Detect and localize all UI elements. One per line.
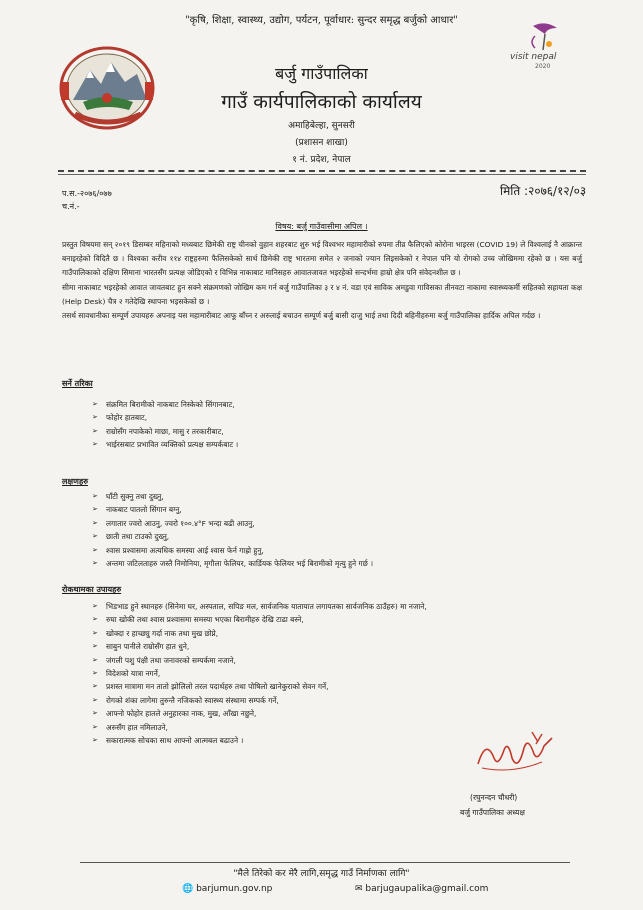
footer-website xyxy=(182,884,272,894)
list-item: ➢ खोक्दा र हाच्छ्यु गर्दा नाक तथा मुख छोप्ने, xyxy=(92,627,562,640)
letter-subject-text: विषय: बर्जु गाउँवासीमा अपिल । xyxy=(275,222,368,231)
municipality-name: बर्जु गाउँपालिका xyxy=(275,64,368,83)
signature-icon xyxy=(472,728,562,776)
body-paragraph-1: प्रस्तुत विषयमा सन् २०१९ डिसम्बर महिनाको मध्यबाट छिमेकी राष्ट्र चीनको वुहान शहरबाट शुरु भई विश्वभर महामारीको रुपमा तीव्र फैलिएको कोरोना भाइरस (COVID 19) ले विश्वलाई नै आक्रान्त बनाइरहेको विदितै छ । विश्वका करीव ११४ राष्ट्रहरुमा फैलिसकेको सार्थ छिमेकी राष्ट्र भारतमा समेत २ जनाको ज्यान लिइसकेको र नेपाल पनि यो रोगको उच्च जोखिममा रहेको छ । यस बर्जु गाउँपालिकाको दक्षिण सिमाना भारतसँग प्रत्यक्ष जोडिएको र विभिन्न नाकाबाट मानिसहरु आवातजावत भइरहेको सन्दर्भमा हाम्रो क्षेत्र पनि संवेदनशील छ । xyxy=(62,240,582,278)
list-item: ➢ घाँटी सुक्नु तथा दुख्नु, xyxy=(92,490,562,503)
list-item: ➢ भिडभाड हुने स्थानहरु (सिनेमा घर, अस्पताल, सपिङ मल, सार्वजनिक यातायात लगायतका सार्वजनिक ठाउँहरु) मा नजाने, xyxy=(92,600,562,613)
email-text[interactable]: barjugaupalika@gmail.com xyxy=(365,884,489,894)
list-item: ➢ प्रशस्त मात्रामा मन तातो झोलिलो तरल पदार्थहरु तथा पोषिलो खानेकुराको सेवन गर्ने, xyxy=(92,680,562,693)
section-prevention-list xyxy=(92,600,562,747)
footer-motto: "मैले तिरेको कर मेरै लागि,समृद्ध गाउँ निर्माणका लागि" xyxy=(233,869,410,879)
office-branch: (प्रशासन शाखा) xyxy=(295,138,348,148)
list-item: ➢ राम्रोसँग नपाकेको माछा, मासु र तरकारीबाट, xyxy=(92,425,562,438)
list-item: ➢ जंगली पशु पंक्षी तथा जनावरको सम्पर्कमा नजाने, xyxy=(92,654,562,667)
list-item: ➢ रोगको शंका लागेमा तुरुन्तै नजिकको स्वास्थ्य संस्थामा सम्पर्क गर्ने, xyxy=(92,694,562,707)
list-item: ➢ संक्रमित बिरामीको नाकबाट निस्केको सिंगानबाट, xyxy=(92,398,562,411)
globe-icon: 🌐 xyxy=(182,884,194,894)
visit-nepal-year: 2020 xyxy=(535,63,551,70)
office-province: १ नं. प्रदेश, नेपाल xyxy=(292,155,351,165)
header-divider-dashed xyxy=(58,170,586,172)
list-item: ➢ छाती तथा टाउको दुख्नु, xyxy=(92,530,562,543)
envelope-icon: ✉ xyxy=(355,884,363,894)
footer-email xyxy=(355,884,488,894)
section-transmission-heading: सर्ने तरिका xyxy=(62,379,93,388)
signatory-title: बर्जु गाउँपालिका अध्यक्ष xyxy=(460,808,525,817)
office-name: गाउँ कार्यपालिकाको कार्यालय xyxy=(221,91,422,113)
list-item: ➢ रुघा खोकी तथा श्वास प्रश्वासमा समस्या भएका बिरामीहरु देखि टाढा बस्ने, xyxy=(92,613,562,626)
reference-number: प.स.-२०७६/०७७ xyxy=(62,189,112,198)
dispatch-number: च.नं.- xyxy=(62,202,80,211)
list-item: ➢ अन्तमा जटिलताहरु जस्तै निमोनिया, मृगौला फेलियर, कार्डियक फेलियर भई बिरामीको मृत्यु हुने गर्छ । xyxy=(92,557,562,570)
list-item: ➢ भाईरसबाट प्रभावित व्यक्तिको प्रत्यक्ष सम्पर्कबाट । xyxy=(92,438,562,451)
letter-subject xyxy=(0,221,643,232)
top-motto: "कृषि, शिक्षा, स्वास्थ्य, उद्योग, पर्यटन, पूर्वाधार: सुन्दर समृद्ध बर्जुको आधार" xyxy=(185,15,458,26)
signatory-name: (रघुनन्दन चौधरी) xyxy=(470,793,518,802)
list-item: ➢ आफ्नो फोहोर हातले अनुहारका नाक, मुख, आँखा नछुने, xyxy=(92,707,562,720)
section-prevention-heading: रोकथामका उपायहरु xyxy=(62,585,122,594)
list-item: ➢ अरुसँग हात नमिलाउने, xyxy=(92,721,562,734)
body-paragraph-2: सीमा नाकाबाट भइरहेको आवात जावतबाट हुन सक्ने संक्रमणको जोखिम कम गर्न बर्जु गाउँपालिका ३ र ४ नं. वडा एवं साविक अमडुवा गाविसका तीनवटा नाकामा स्वास्थ्यकर्मी सहितको सहायता कक्ष (Help Desk) चैत्र २ गतेदेखि स्थापना भइसकेको छ । xyxy=(62,282,582,306)
section-transmission-list xyxy=(92,398,562,452)
list-item: ➢ विदेशको यात्रा नगर्ने, xyxy=(92,667,562,680)
body-paragraph-3: तसर्थ सावधानीका सम्पूर्ण उपायहरु अपनाइ यस महामारीबाट आफू बाँच्न र अरुलाई बचाउन सम्पूर्ण बर्जु बासी दाजु भाई तथा दिदी बहिनीहरुमा बर्जु गाउँपालिका हार्दिक अपिल गर्दछ । xyxy=(62,311,541,321)
list-item: ➢ साबुन पानीले राम्रोसँग हात धुने, xyxy=(92,640,562,653)
list-item: ➢ श्वास प्रश्वासमा अत्यधिक समस्या आई श्वास फेर्न गाह्रो हुनु, xyxy=(92,544,562,557)
visit-nepal-text: visit nepal xyxy=(510,52,557,62)
website-text[interactable]: barjumun.gov.np xyxy=(196,884,273,894)
list-item: ➢ सकारात्मक सोचका साथ आफ्नो आत्मबल बढाउने । xyxy=(92,734,562,747)
header-divider-line xyxy=(58,174,586,175)
office-address: अमाहिबेल्हा, सुनसरी xyxy=(288,121,355,131)
section-symptoms-heading: लक्षणहरु xyxy=(62,477,88,486)
list-item: ➢ लगातार ज्वरो आउनु, ज्वरो १००.४°F भन्दा बढी आउनु, xyxy=(92,517,562,530)
footer-divider xyxy=(80,862,570,863)
letter-date: मिति :२०७६/१२/०३ xyxy=(500,184,587,198)
list-item: ➢ नाकबाट पातलो सिंगान बग्नु, xyxy=(92,503,562,516)
letter-body xyxy=(62,238,582,323)
list-item: ➢ फोहोर हातबाट, xyxy=(92,411,562,424)
section-symptoms-list xyxy=(92,490,562,570)
